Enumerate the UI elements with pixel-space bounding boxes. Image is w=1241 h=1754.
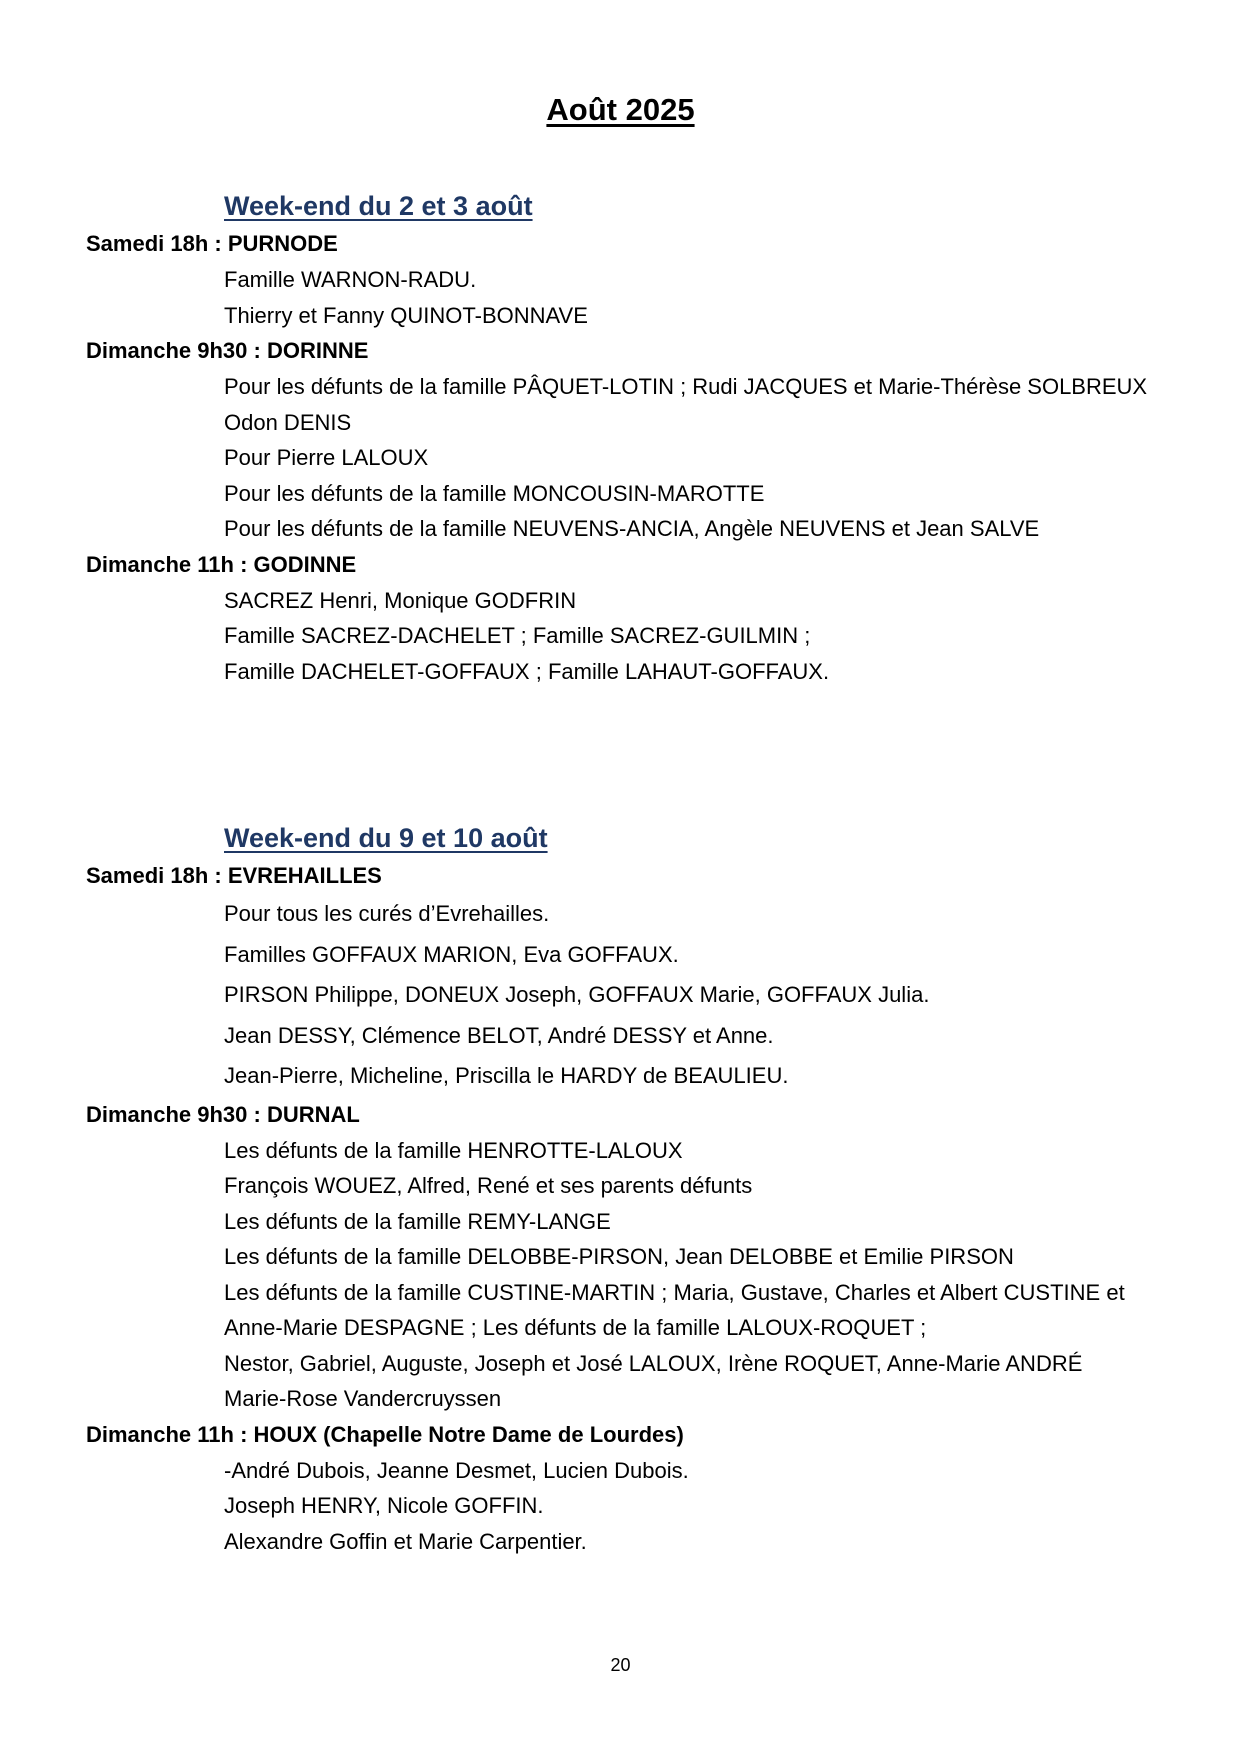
intention-line: Odon DENIS [224, 409, 352, 435]
intention-line: Pour les défunts de la famille MONCOUSIN-MAROTTE [224, 480, 765, 506]
page-number: 20 [610, 1655, 631, 1675]
weekend-title: Week-end du 9 et 10 août [224, 823, 548, 853]
intention-line: Thierry et Fanny QUINOT-BONNAVE [224, 302, 588, 328]
intention-line: François WOUEZ, Alfred, René et ses parents défunts [224, 1173, 753, 1198]
intention-line: Les défunts de la famille HENROTTE-LALOUX [224, 1137, 683, 1163]
page-title: Août 2025 [546, 92, 695, 127]
intention-line: Nestor, Gabriel, Auguste, Joseph et José LALOUX, Irène ROQUET, Anne-Marie ANDRÉ [224, 1350, 1083, 1376]
intention-line: Pour tous les curés d’Evrehailles. [224, 901, 550, 926]
intention-line: Les défunts de la famille DELOBBE-PIRSON, Jean DELOBBE et Emilie PIRSON [224, 1244, 1014, 1269]
intention-line: Joseph HENRY, Nicole GOFFIN. [224, 1493, 544, 1518]
intention-line: Alexandre Goffin et Marie Carpentier. [224, 1528, 587, 1554]
service-heading: Samedi 18h : EVREHAILLES [86, 863, 382, 888]
intention-line: Famille SACREZ-DACHELET ; Famille SACREZ-GUILMIN ; [224, 623, 811, 648]
intention-line: SACREZ Henri, Monique GODFRIN [224, 587, 577, 613]
intention-line: -André Dubois, Jeanne Desmet, Lucien Dubois. [224, 1457, 689, 1483]
intention-line: Pour les défunts de la famille PÂQUET-LOTIN ; Rudi JACQUES et Marie-Thérèse SOLBREUX [224, 374, 1148, 399]
weekend-section [0, 818, 1241, 1559]
service-heading: Dimanche 9h30 : DORINNE [86, 338, 369, 363]
intention-line: Les défunts de la famille REMY-LANGE [224, 1208, 611, 1234]
service-heading: Dimanche 11h : HOUX (Chapelle Notre Dame de Lourdes) [86, 1421, 684, 1447]
service-heading: Dimanche 11h : GODINNE [86, 551, 357, 577]
intention-line: Les défunts de la famille CUSTINE-MARTIN ; Maria, Gustave, Charles et Albert CUSTINE et Anne-Marie DESPAGNE ; Les défunts de la famille LALOUX-ROQUET ; [224, 1279, 1125, 1340]
intention-line: Pour les défunts de la famille NEUVENS-ANCIA, Angèle NEUVENS et Jean SALVE [224, 516, 1040, 541]
intention-line: PIRSON Philippe, DONEUX Joseph, GOFFAUX Marie, GOFFAUX Julia. [224, 982, 930, 1007]
service-heading: Dimanche 9h30 : DURNAL [86, 1101, 360, 1127]
weekend-title: Week-end du 2 et 3 août [224, 191, 533, 221]
intention-line: Jean DESSY, Clémence BELOT, André DESSY et Anne. [224, 1022, 774, 1048]
service-heading: Samedi 18h : PURNODE [86, 231, 338, 256]
weekend-section [0, 186, 1241, 689]
intention-line: Marie-Rose Vandercruyssen [224, 1386, 502, 1411]
intention-line: Familles GOFFAUX MARION, Eva GOFFAUX. [224, 941, 679, 967]
intention-line: Famille WARNON-RADU. [224, 267, 477, 292]
intention-line: Famille DACHELET-GOFFAUX ; Famille LAHAUT-GOFFAUX. [224, 658, 830, 684]
intention-line: Pour Pierre LALOUX [224, 445, 429, 470]
intention-line: Jean-Pierre, Micheline, Priscilla le HARDY de BEAULIEU. [224, 1063, 789, 1088]
